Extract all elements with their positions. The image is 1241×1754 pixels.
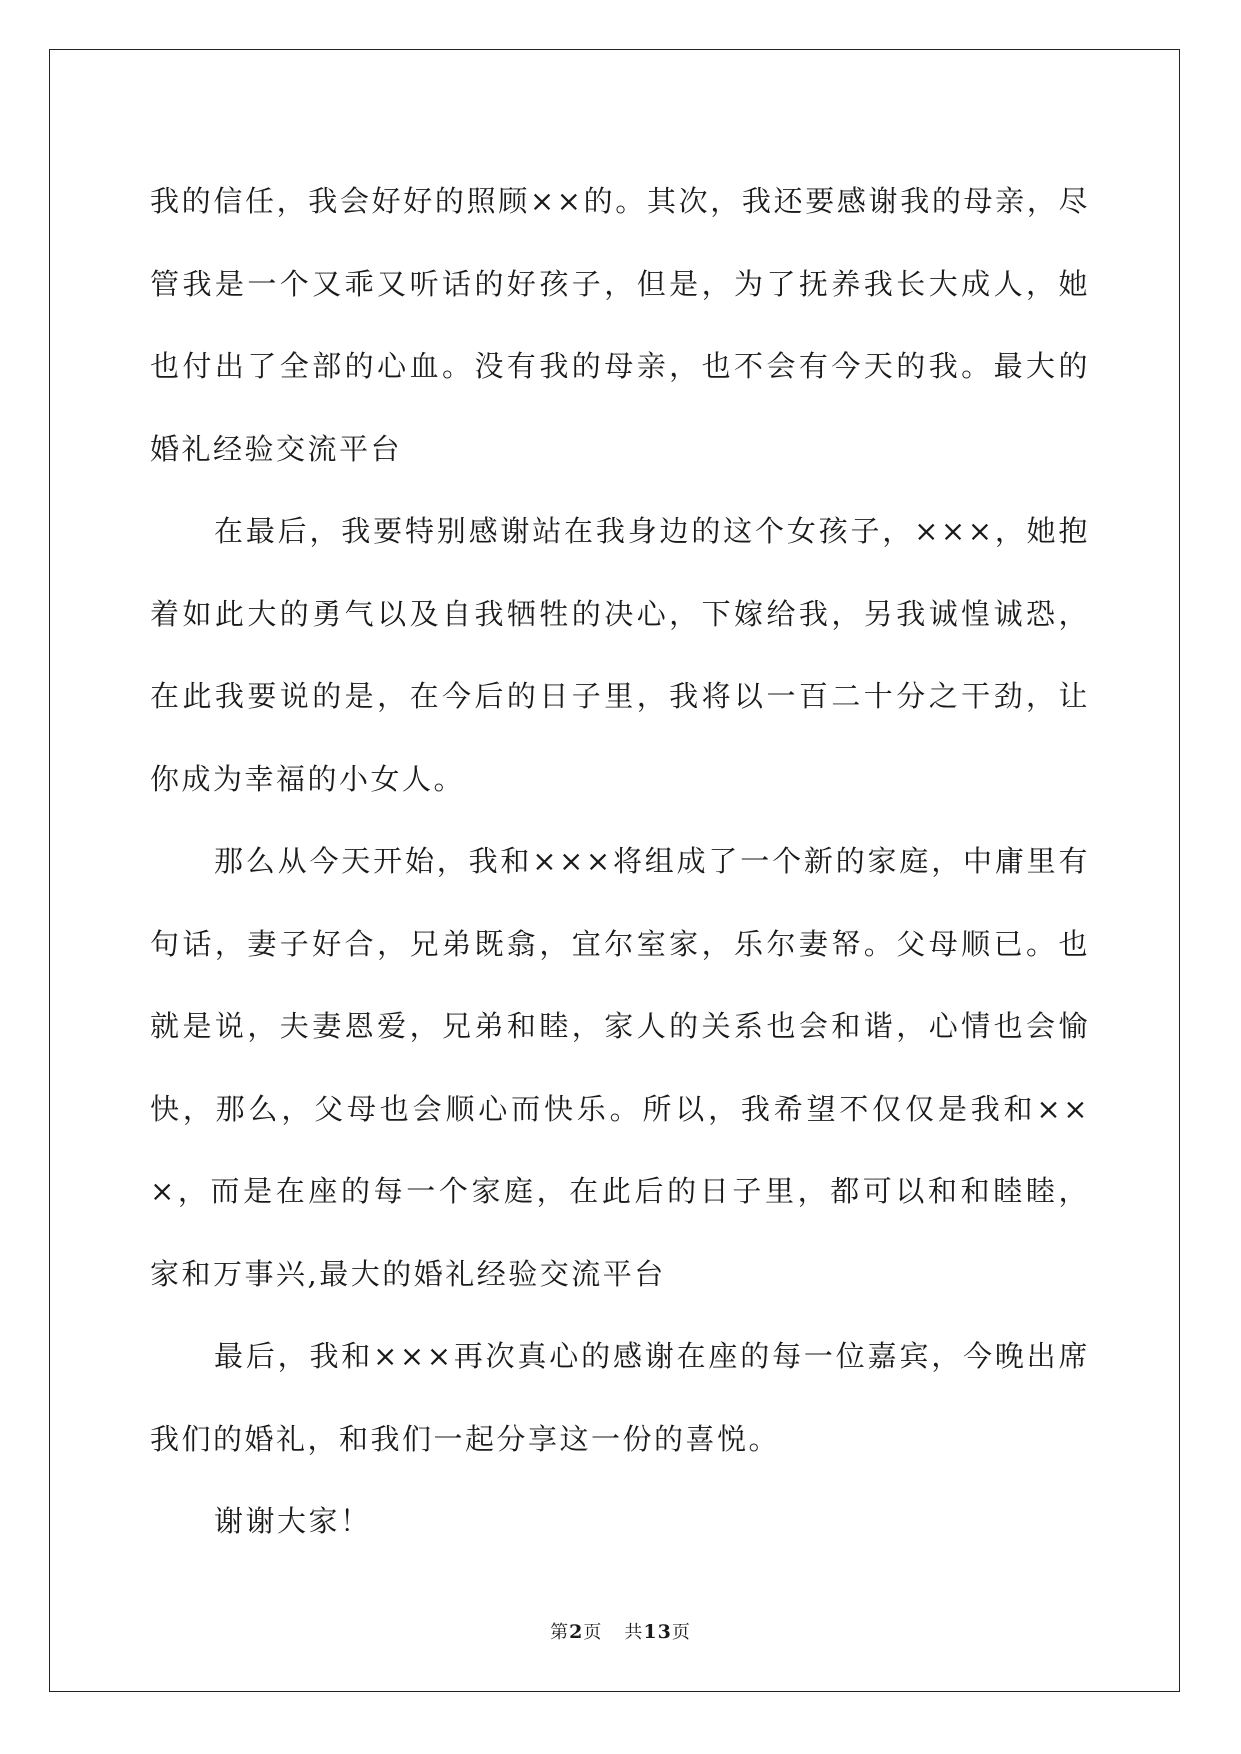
total-suffix: 页 bbox=[671, 1622, 691, 1643]
total-prefix: 共 bbox=[624, 1622, 644, 1643]
paragraph-3: 那么从今天开始，我和×××将组成了一个新的家庭，中庸里有句话，妻子好合，兄弟既翕，宜尔室家，乐尔妻帑。父母顺已。也就是说，夫妻恩爱，兄弟和睦，家人的关系也会和谐，心情也会愉快，那么，父母也会顺心而快乐。所以，我希望不仅仅是我和×××，而是在座的每一个家庭，在此后的日子里，都可以和和睦睦，家和万事兴,最大的婚礼经验交流平台 bbox=[150, 844, 1090, 1291]
paragraph-4: 最后，我和×××再次真心的感谢在座的每一位嘉宾，今晚出席我们的婚礼，和我们一起分享这一份的喜悦。 bbox=[150, 1339, 1090, 1456]
document-body bbox=[150, 160, 1090, 1563]
page-suffix: 页 bbox=[583, 1622, 603, 1643]
paragraph-2: 在最后，我要特别感谢站在我身边的这个女孩子，×××，她抱着如此大的勇气以及自我牺牲的决心，下嫁给我，另我诚惶诚恐，在此我要说的是，在今后的日子里，我将以一百二十分之干劲，让你成为幸福的小女人。 bbox=[150, 514, 1090, 796]
page-prefix: 第 bbox=[550, 1622, 570, 1643]
paragraph-1: 我的信任，我会好好的照顾××的。其次，我还要感谢我的母亲，尽管我是一个又乖又听话的好孩子，但是，为了抚养我长大成人，她也付出了全部的心血。没有我的母亲，也不会有今天的我。最大的婚礼经验交流平台 bbox=[150, 184, 1090, 466]
page-number: 2 bbox=[569, 1621, 584, 1643]
page-footer bbox=[0, 1618, 1241, 1644]
total-pages: 13 bbox=[643, 1621, 672, 1643]
paragraph-5: 谢谢大家！ bbox=[214, 1504, 372, 1538]
